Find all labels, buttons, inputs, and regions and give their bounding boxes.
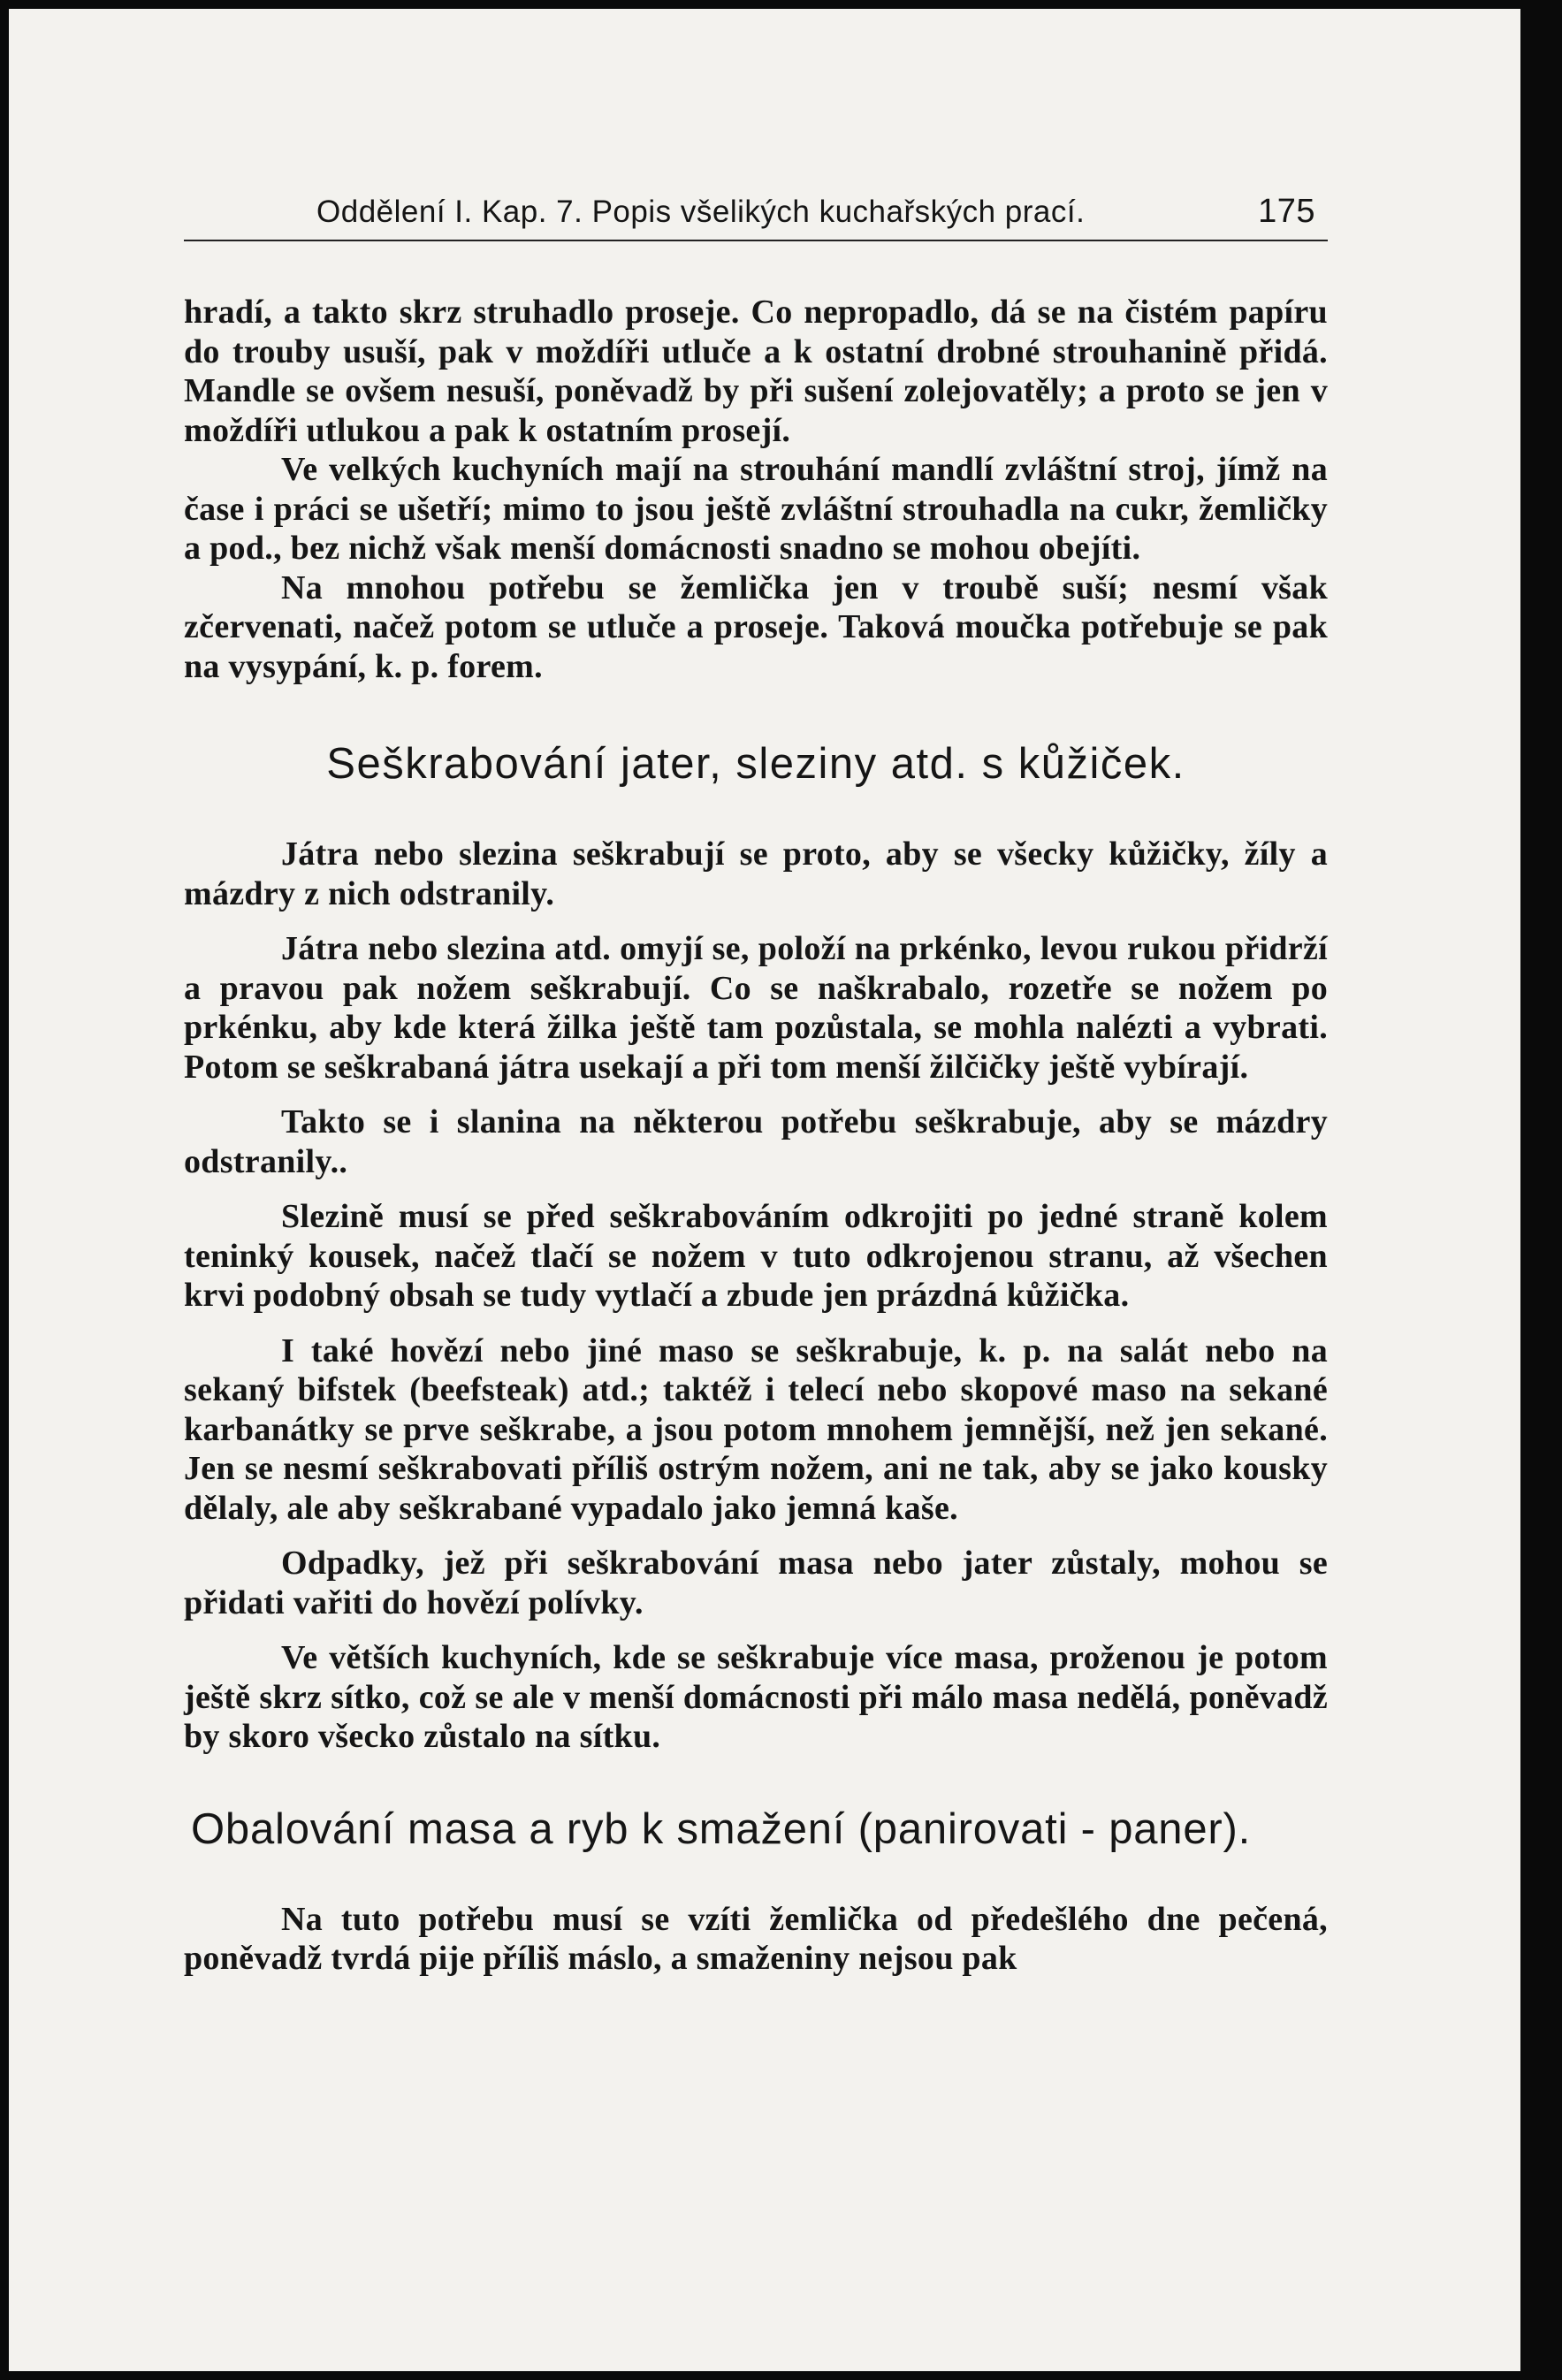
paragraph: Takto se i slanina na některou potřebu seškrabuje, aby se mázdry odstranily..	[184, 1103, 1328, 1180]
paragraph: Ve velkých kuchyních mají na strouhání mandlí zvláštní stroj, jímž na čase i práci se ušetří; mimo to jsou ještě zvláštní strouhadla na cukr, žemličky a pod., bez nichž však menší domácnosti snadno se mohou obejíti.	[184, 451, 1328, 567]
paragraph: Játra nebo slezina seškrabují se proto, aby se všecky kůžičky, žíly a mázdry z nich odstranily.	[184, 835, 1328, 912]
paragraph: I také hovězí nebo jiné maso se seškrabuje, k. p. na salát nebo na sekaný bifstek (beefsteak) atd.; taktéž i telecí nebo skopové maso na sekané karbanátky se prve seškrabe, a jsou potom mnohem jemnější, než jen sekané. Jen se nesmí seškrabovati příliš ostrým nožem, ani ne tak, aby se jako kousky dělaly, ale aby seškrabané vypadalo jako jemná kaše.	[184, 1331, 1328, 1527]
paragraph: Ve větších kuchyních, kde se seškrabuje více masa, proženou je potom ještě skrz sítko, což se ale v menší domácnosti při málo masa nedělá, poněvadž by skoro všecko zůstalo na sítku.	[184, 1639, 1328, 1755]
paragraph: Odpadky, jež při seškrabování masa nebo jater zůstaly, mohou se přidati vařiti do hovězí polívky.	[184, 1545, 1328, 1621]
page-content	[184, 193, 1328, 1979]
section-heading: Seškrabování jater, sleziny atd. s kůžiček.	[326, 740, 1185, 788]
paragraph: Játra nebo slezina atd. omyjí se, položí na prkénko, levou rukou přidrží a pravou pak nožem seškrabují. Co se naškrabalo, rozetře se nožem po prkénku, aby kde která žilka ještě tam pozůstala, se mohla nalézti a vybrati. Potom se seškrabaná játra usekají a při tom menší žilčičky ještě vybírají.	[184, 930, 1328, 1086]
running-title: Oddělení I. Kap. 7. Popis všelikých kuchařských prací.	[316, 195, 1086, 229]
book-page	[9, 9, 1520, 2371]
paragraph: Slezině musí se před seškrabováním odkrojiti po jedné straně kolem teninký kousek, načež tlačí se nožem v tuto odkrojenou stranu, až všechen krvi podobný obsah se tudy vytlačí a zbude jen prázdná kůžička.	[184, 1198, 1328, 1314]
page-number: 175	[1258, 193, 1315, 230]
paragraph: Na mnohou potřebu se žemlička jen v troubě suší; nesmí však zčervenati, načež potom se utluče a proseje. Taková moučka potřebuje se pak na vysypání, k. p. forem.	[184, 568, 1328, 685]
paragraph-continued: hradí, a takto skrz struhadlo proseje. Co nepropadlo, dá se na čistém papíru do trouby usuší, pak v moždíři utluče a k ostatní drobné strouhanině přidá. Mandle se ovšem nesuší, poněvadž by při sušení zolejovatěly; a proto se jen v moždíři utlukou a pak k ostatním prosejí.	[184, 294, 1328, 449]
section-heading: Obalování masa a ryb k smažení (panirovati - paner).	[191, 1804, 1252, 1853]
paragraph: Na tuto potřebu musí se vzíti žemlička od předešlého dne pečená, poněvadž tvrdá pije příliš máslo, a smaženiny nejsou pak	[184, 1900, 1328, 1977]
running-header	[184, 193, 1328, 241]
